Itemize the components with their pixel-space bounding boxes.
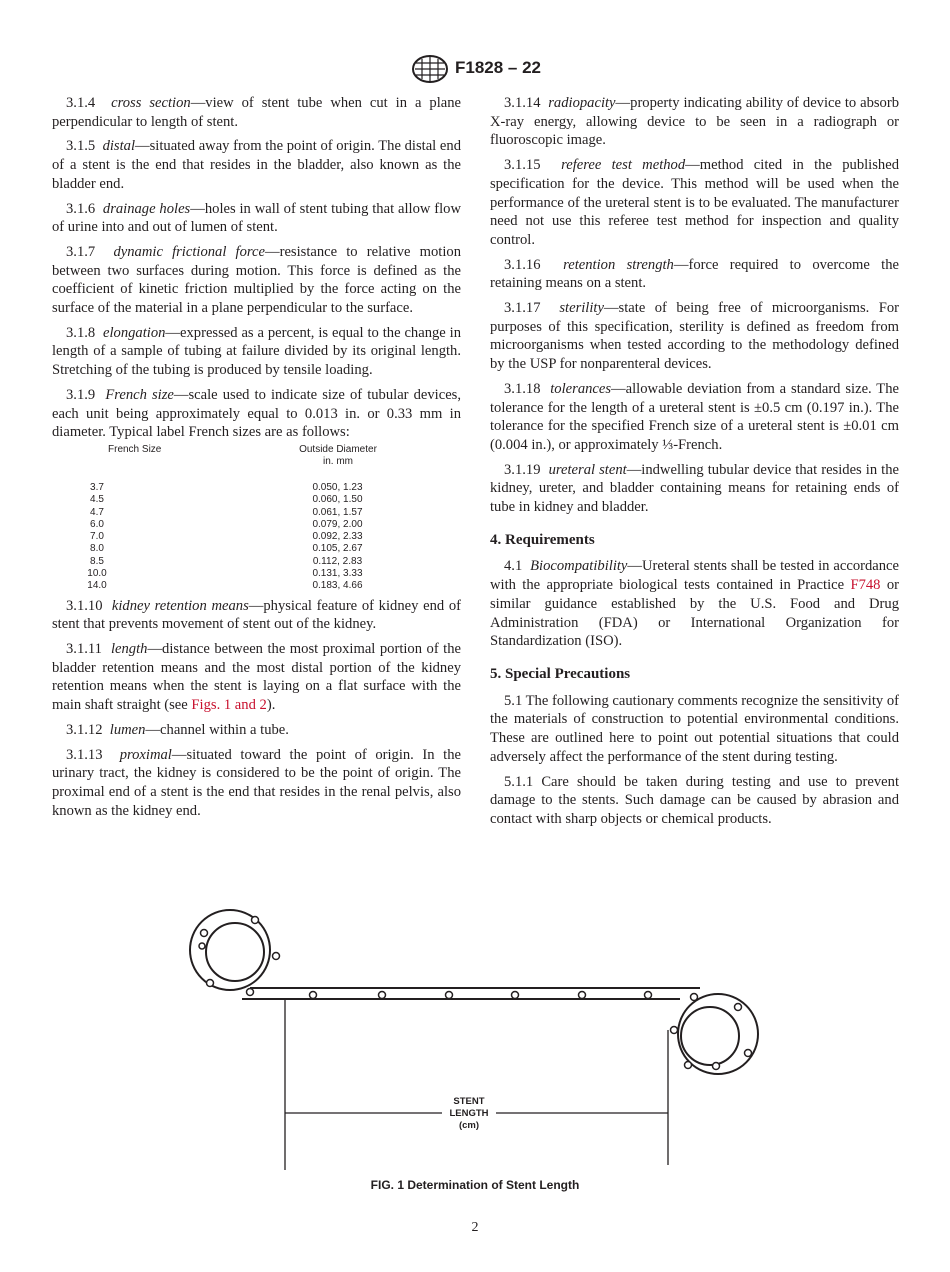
section-heading-special-precautions: 5. Special Precautions (490, 665, 631, 682)
left-coil-inner (206, 923, 264, 981)
drainage-hole (691, 994, 698, 1001)
outside-diameter-cell: 0.079, 2.00 (312, 518, 363, 530)
drainage-hole (446, 992, 453, 999)
definition-3-1-13: 3.1.13 proximal—situated toward the point of origin. In the urinary tract, the kidney is considered to be the point of origin. The proximal end of a stent is the end that resides in the renal pelvis, also known as the kidney end. (52, 746, 462, 819)
drainage-hole (252, 917, 259, 924)
outside-diameter-cell: 0.061, 1.57 (312, 506, 363, 518)
definition-3-1-15: 3.1.15 referee test method—method cited in the published specification for the device. This method will be used when the performance of the ureteral stent is to be evaluated. The manufacturer need not use this referee test method for inspection and quality control. (490, 157, 899, 248)
section-heading-requirements: 4. Requirements (490, 531, 595, 548)
table-row (52, 556, 461, 568)
drainage-hole (579, 992, 586, 999)
french-size-cell: 7.0 (90, 531, 104, 543)
outside-diameter-cell: 0.050, 1.23 (312, 481, 363, 493)
definition-3-1-10: 3.1.10 kidney retention means—physical feature of kidney end of stent that prevents movement of stent out of the kidney. (52, 597, 462, 633)
definition-3-1-16: 3.1.16 retention strength—force required to overcome the retaining means on a stent. (490, 256, 899, 292)
definition-3-1-7: 3.1.7 dynamic frictional force—resistance to relative motion between two surfaces during motion. This force is defined as the coefficient of kinetic friction multiplied by the force acting on the surface of the material in a plane perpendicular to the surface. (52, 243, 461, 317)
table-row (52, 519, 461, 531)
left-column (52, 94, 461, 826)
f748-link[interactable]: F748 (850, 577, 881, 594)
column-header-french-size: French Size (108, 443, 162, 455)
table-row (52, 494, 461, 506)
french-size-cell: 8.0 (90, 543, 104, 555)
definition-3-1-19: 3.1.19 ureteral stent—indwelling tubular device that resides in the kidney, ureter, and bladder containing means for retaining ends of tube in kidney and bladder. (490, 461, 900, 516)
definition-3-1-5: 3.1.5 distal—situated away from the point of origin. The distal end of a stent is the end that resides in the bladder, also known as the bladder end. (52, 138, 461, 192)
drainage-hole (273, 953, 280, 960)
outside-diameter-cell: 0.060, 1.50 (312, 494, 363, 506)
table-row (52, 531, 461, 543)
table-row (52, 482, 461, 494)
outside-diameter-cell: 0.105, 2.67 (312, 543, 363, 555)
definition-3-1-4: 3.1.4 cross section—view of stent tube when cut in a plane perpendicular to length of stent. (52, 95, 462, 130)
definition-3-1-8: 3.1.8 elongation—expressed as a percent, is equal to the change in length of a sample of tubing at failure divided by its original length. Stretching of the tubing is produced by tensile loading. (52, 324, 462, 379)
drainage-hole (310, 992, 317, 999)
french-size-cell: 10.0 (87, 568, 107, 580)
drainage-hole (645, 992, 652, 999)
figs-link[interactable]: Figs. 1 and 2 (191, 697, 267, 714)
drainage-hole (745, 1050, 752, 1057)
astm-logo-icon (410, 54, 450, 84)
stent-length-label-3: (cm) (458, 1120, 480, 1131)
outside-diameter-cell: 0.092, 2.33 (312, 531, 363, 543)
outside-diameter-cell: 0.131, 3.33 (312, 568, 363, 580)
standard-designation: F1828 – 22 (455, 58, 542, 77)
french-size-cell: 8.5 (90, 555, 104, 567)
table-row (52, 580, 461, 592)
drainage-hole (379, 992, 386, 999)
table-row (52, 543, 461, 555)
table-row (52, 568, 461, 580)
definition-3-1-17: 3.1.17 sterility—state of being free of microorganisms. For purposes of this specification, sterility is defined as freedom from microorganisms when tested according to the methodology defined by the USP for nonparenteral devices. (490, 300, 899, 373)
definition-3-1-11: 3.1.11 length—distance between the most proximal portion of the bladder retention means and the most distal portion of the kidney retention means when the stent is laying on a flat surface with the main shaft straight (see Figs. 1 and 2). (52, 641, 462, 714)
table-row (52, 507, 461, 519)
drainage-hole (201, 930, 208, 937)
definition-3-1-18: 3.1.18 tolerances—allowable deviation from a standard size. The tolerance for the length of a ureteral stent is ±0.5 cm (0.197 in.). The tolerance for the specified French size of a ureteral stent is ±0.01 cm (0.004 in.), or approximately ⅓-French. (490, 380, 899, 453)
drainage-hole (671, 1027, 678, 1034)
outside-diameter-cell: 0.112, 2.83 (312, 555, 363, 567)
french-size-cell: 14.0 (87, 580, 107, 592)
stent-length-label-2: LENGTH (449, 1108, 489, 1119)
french-size-table (52, 444, 461, 593)
stent-length-figure (180, 900, 770, 1175)
definition-3-1-9: 3.1.9 French size—scale used to indicate size of tubular devices, each unit being approximately equal to 0.013 in. or 0.33 mm in diameter. Typical label French sizes are as follows: (52, 386, 462, 441)
paragraph-4-1: 4.1 Biocompatibility—Ureteral stents shall be tested in accordance with the appropriate biological tests contained in Practice F748 or similar guidance established by the U.S. Food and Drug Administration (FDA) or International Organization for Standardization (ISO). (490, 558, 899, 650)
definition-3-1-12: 3.1.12 lumen—channel within a tube. (66, 721, 289, 738)
french-size-cell: 4.5 (90, 494, 104, 506)
table-body (52, 482, 461, 593)
drainage-hole (685, 1062, 692, 1069)
definition-3-1-14: 3.1.14 radiopacity—property indicating ability of device to absorb X-ray energy, allowing device to be seen in a radiograph or fluoroscopic image. (490, 95, 899, 149)
drainage-hole (199, 943, 205, 949)
page-header (0, 52, 950, 86)
page-number: 2 (471, 1220, 479, 1235)
drainage-hole (735, 1004, 742, 1011)
paragraph-5-1: 5.1 The following cautionary comments recognize the sensitivity of the materials of construction to potential environmental conditions. These are outlined here to point out potential situations that could adversely affect the performance of the stent during testing. (490, 692, 899, 765)
french-size-cell: 3.7 (90, 481, 104, 493)
drainage-hole (247, 989, 254, 996)
drainage-hole (207, 980, 214, 987)
right-column (490, 94, 899, 835)
drainage-hole (512, 992, 519, 999)
french-size-cell: 6.0 (90, 518, 104, 530)
paragraph-5-1-1: 5.1.1 Care should be taken during testing and use to prevent damage to the stents. Such damage can be caused by abrasion and contact with sharp objects or chemical products. (490, 773, 899, 827)
french-size-cell: 4.7 (90, 506, 104, 518)
outside-diameter-cell: 0.183, 4.66 (312, 580, 363, 592)
figure-caption: FIG. 1 Determination of Stent Length (370, 1178, 580, 1192)
stent-length-label-1: STENT (453, 1096, 485, 1107)
table-header (52, 444, 461, 482)
definition-3-1-6: 3.1.6 drainage holes—holes in wall of stent tubing that allow flow of urine into and out of lumen of stent. (52, 200, 462, 236)
drainage-hole (713, 1063, 720, 1070)
column-header-outside-diameter: Outside Diameter in. mm (299, 443, 377, 468)
right-coil-inner (681, 1007, 739, 1065)
